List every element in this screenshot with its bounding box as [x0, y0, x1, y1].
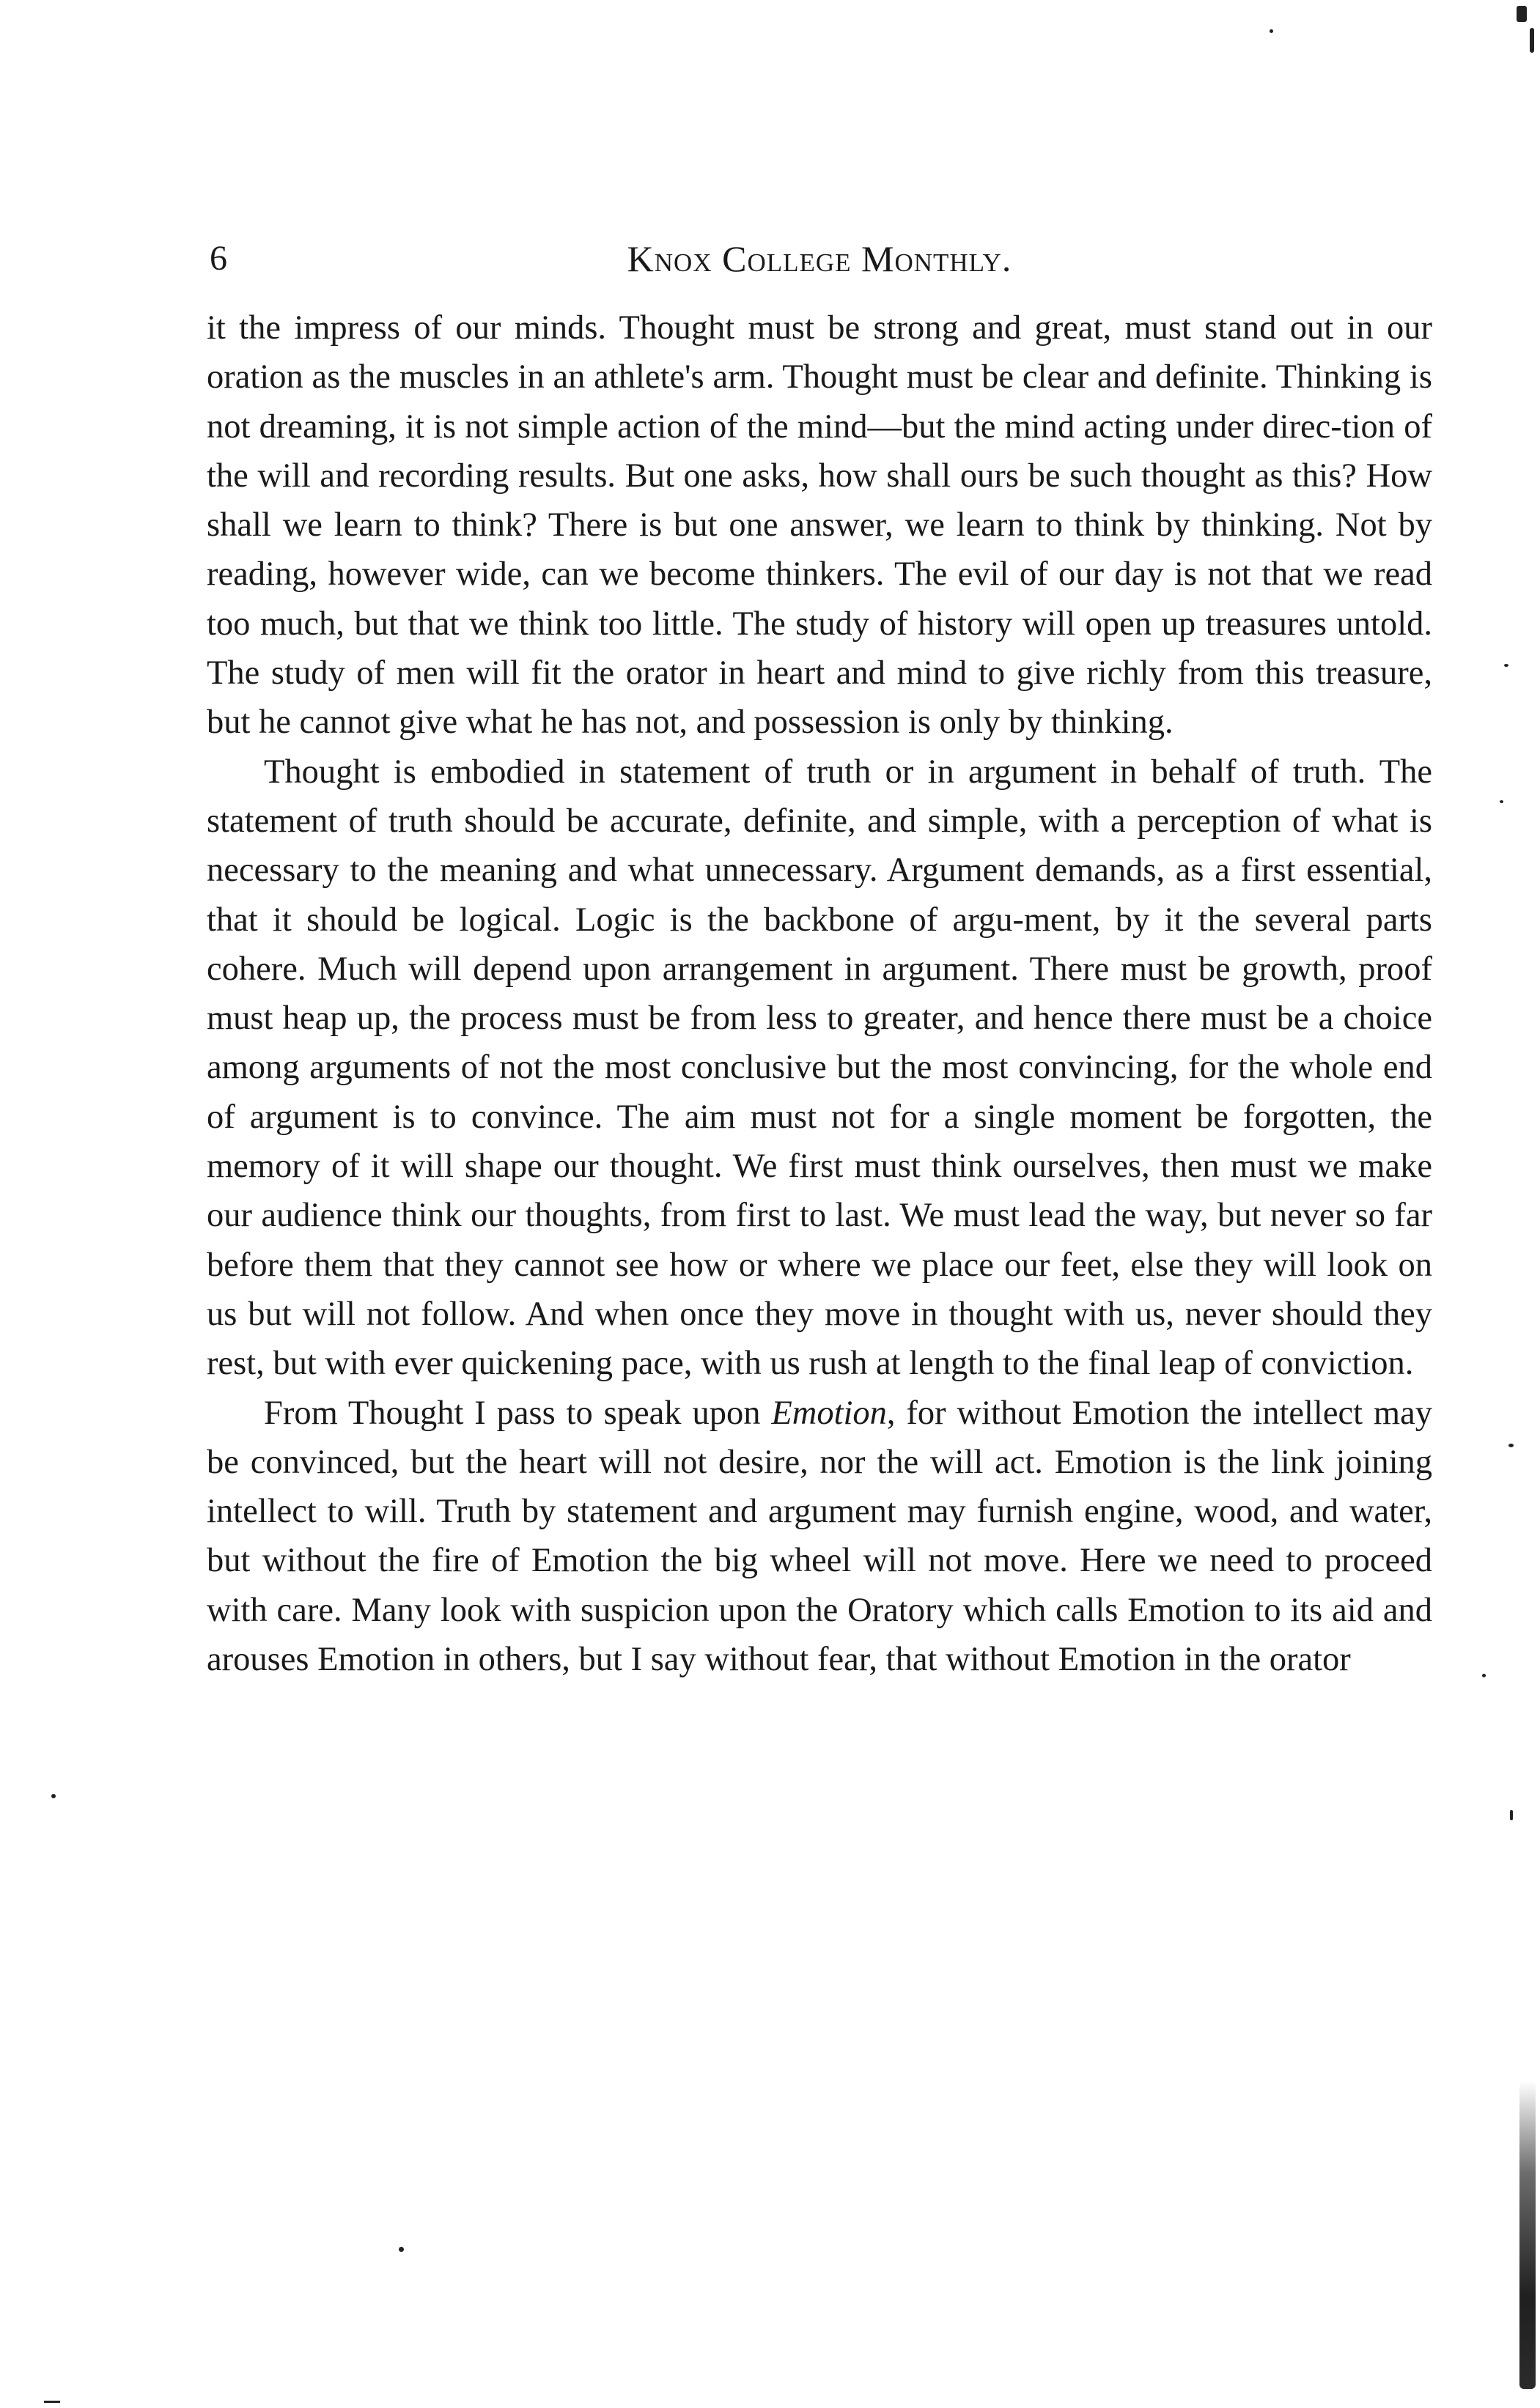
- scan-speck: [1500, 800, 1503, 803]
- page: [207, 233, 1432, 1684]
- paragraph-text: it the impress of our minds. Thought must be strong and great, must stand out in our oration as the muscles in an athlete's arm. Thought must be clear and definite. Thinking is not dreaming, it is not simple action of the mind—but the mind acting under direc-tion of the will and recording results. But one asks, how shall ours be such thought as this? How shall we learn to think? There is but one answer, we learn to think by thinking. Not by reading, however wide, can we become thinkers. The evil of our day is not that we read too much, but that we think too little. The study of history will open up treasures untold. The study of men will fit the orator in heart and mind to give richly from this treasure, but he cannot give what he has not, and possession is only by thinking.: [207, 309, 1432, 742]
- journal-title: Knox College Monthly.: [627, 238, 1012, 279]
- body-text: [207, 303, 1432, 1684]
- paragraph-2: [207, 747, 1432, 1389]
- scan-speck: [44, 2401, 60, 2403]
- paragraph-1: [207, 303, 1432, 747]
- scan-speck: [1504, 664, 1508, 667]
- scan-edge-shadow: [1519, 2081, 1536, 2389]
- running-head: [207, 233, 1432, 284]
- scan-speck: [51, 1794, 56, 1798]
- paragraph-text: , for without Emotion the intellect may be convinced, but the heart will not desire, nor the will act. Emotion is the link joining intellect to will. Truth by statement and argument may furnish engine, wood, and water, but without the fire of Emotion the big wheel will not move. Here we need to proceed with care. Many look with suspicion upon the Oratory which calls Emotion to its aid and arouses Emotion in others, but I say without fear, that without Emotion in the orator: [207, 1394, 1432, 1679]
- scan-speck: [1508, 1444, 1514, 1447]
- paragraph-text: From Thought I pass to speak upon: [264, 1394, 772, 1432]
- scan-speck: [1270, 29, 1273, 33]
- page-number: 6: [210, 239, 227, 278]
- paragraph-3: [207, 1389, 1432, 1685]
- scan-speck: [1530, 28, 1534, 53]
- scan-speck: [1517, 6, 1527, 22]
- paragraph-text: Thought is embodied in statement of truth or in argument in behalf of truth. The statement of truth should be accurate, definite, and simple, with a perception of what is necessary to the meaning and what unnecessary. Argument demands, as a first essential, that it should be logical. Logic is the backbone of argu-ment, by it the several parts cohere. Much will depend upon arrangement in argument. There must be growth, proof must heap up, the process must be from less to greater, and hence there must be a choice among arguments of not the most conclusive but the most convincing, for the whole end of argument is to convince. The aim must not for a single moment be forgotten, the memory of it will shape our thought. We first must think ourselves, then must we make our audience think our thoughts, from first to last. We must lead the way, but never so far before them that they cannot see how or where we place our feet, else they will look on us but will not follow. And when once they move in thought with us, never should they rest, but with ever quickening pace, with us rush at length to the final leap of conviction.: [207, 753, 1432, 1383]
- scan-speck: [399, 2247, 404, 2252]
- scan-speck: [1510, 1810, 1513, 1820]
- emphasized-term: Emotion: [771, 1394, 887, 1432]
- scan-speck: [1482, 1674, 1486, 1677]
